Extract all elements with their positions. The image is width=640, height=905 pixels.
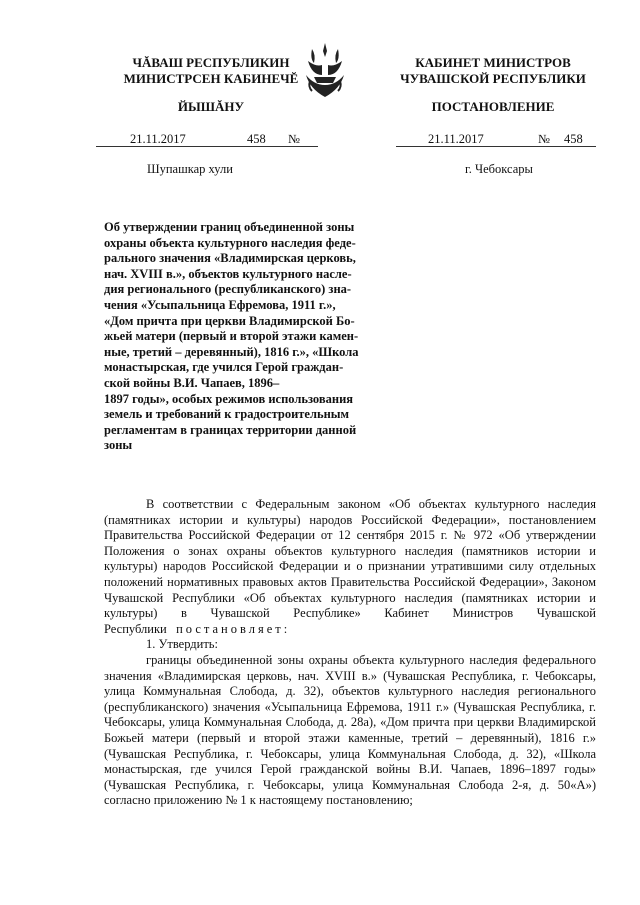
title-line: жьей матери (первый и второй этажи камен- xyxy=(104,329,359,344)
title-line: ные, третий – деревянный), 1816 г.», «Школа xyxy=(104,344,359,359)
title-line: зоны xyxy=(104,438,133,453)
header-left-line2: МИНИСТРСЕН КАБИНЕЧĔ xyxy=(123,71,299,86)
right-number-sign: № xyxy=(538,132,550,146)
body-paragraph-borders: границы объединенной зоны охраны объекта культурного наследия федерального значения «Владимирская церковь, нач. XVIII в.» (Чувашская Республика, г. Чебоксары, улица Коммунальная Слобода, д. 32), объектов культурного наследия регионального (республиканского) значения «Усыпальница Ефремова, 1911 г.» (Чувашская Республика, г. Чебоксары, улица Коммунальная Слобода, д. 28а), «Дом причта при церкви Владимирской Божьей матери (первый и второй этажи каменные, третий – деревянный), 1816 г.» (Чувашская Республика, г. Чебоксары, улица Коммунальная Слобода, д. 32), «Школа монастырская, где учился Герой гражданской войны В.И. Чапаев, 1896–1897 годы» (Чувашская Республика, г. Чебоксары, улица Коммунальная Слобода 2-я, д. 50«А») согласно приложению № 1 к настоящему постановлению; xyxy=(104,652,596,808)
title-line: монастырская, где учился Герой граждан- xyxy=(104,360,344,375)
left-date-number-line xyxy=(96,132,318,147)
document-title xyxy=(104,220,394,454)
right-number: 458 xyxy=(564,132,583,146)
title-line: 1897 годы», особых режимов использования xyxy=(104,391,354,406)
header-right-doc-type: ПОСТАНОВЛЕНИЕ xyxy=(431,99,555,114)
title-line: «Дом причта при церкви Владимирской Бо- xyxy=(104,313,355,328)
title-line: регламентам в границах территории данной xyxy=(104,422,357,437)
right-date: 21.11.2017 xyxy=(428,132,484,146)
right-city: г. Чебоксары xyxy=(465,162,533,176)
header-left-line1: ЧĂВАШ РЕСПУБЛИКИН xyxy=(132,55,290,70)
title-line: охраны объекта культурного наследия феде- xyxy=(104,235,356,250)
left-number-sign: № xyxy=(288,132,300,146)
decree-word: постановляет: xyxy=(176,621,291,636)
body-item-1: 1. Утвердить: xyxy=(146,637,218,652)
title-line: дия регионального (республиканского) зна- xyxy=(104,282,352,297)
title-line: земель и требований к градостроительным xyxy=(104,407,350,422)
header-right-line1: КАБИНЕТ МИНИСТРОВ xyxy=(415,55,571,70)
left-city: Шупашкар хули xyxy=(147,162,233,176)
left-date: 21.11.2017 xyxy=(130,132,186,146)
title-line: ской войны В.И. Чапаев, 1896– xyxy=(104,375,280,390)
title-line: нач. XVIII в.», объектов культурного насле- xyxy=(104,266,352,281)
header-right-line2: ЧУВАШСКОЙ РЕСПУБЛИКИ xyxy=(400,71,586,86)
preamble-text: В соответствии с Федеральным законом «Об объектах культурного наследия (памятниках истории и культуры) народов Российской Федерации», постановлением Правительства Российской Федерации от 12 сентября 2015 г. № 972 «Об утверждении Положения о зонах охраны объектов культурного наследия (памятников истории и культуры) народов Российской Федерации и о признании утратившими силу отдельных положений нормативных правовых актов Правительства Российской Федерации», Законом Чувашской Республики «Об объектах культурного наследия (памятниках истории и культуры) в Чувашской Республике» Кабинет Министров Чувашской Республики xyxy=(104,497,596,636)
title-line: чения «Усыпальница Ефремова, 1911 г.», xyxy=(104,297,336,312)
left-number: 458 xyxy=(247,132,266,146)
right-date-number-line xyxy=(396,132,596,147)
document-body xyxy=(104,497,596,809)
title-line: рального значения «Владимирская церковь, xyxy=(104,251,356,266)
body-paragraph-preamble xyxy=(104,497,596,637)
header-left-doc-type: ЙЫШĂНУ xyxy=(177,99,245,114)
title-line: Об утверждении границ объединенной зоны xyxy=(104,220,355,234)
coat-of-arms-emblem xyxy=(300,41,350,101)
